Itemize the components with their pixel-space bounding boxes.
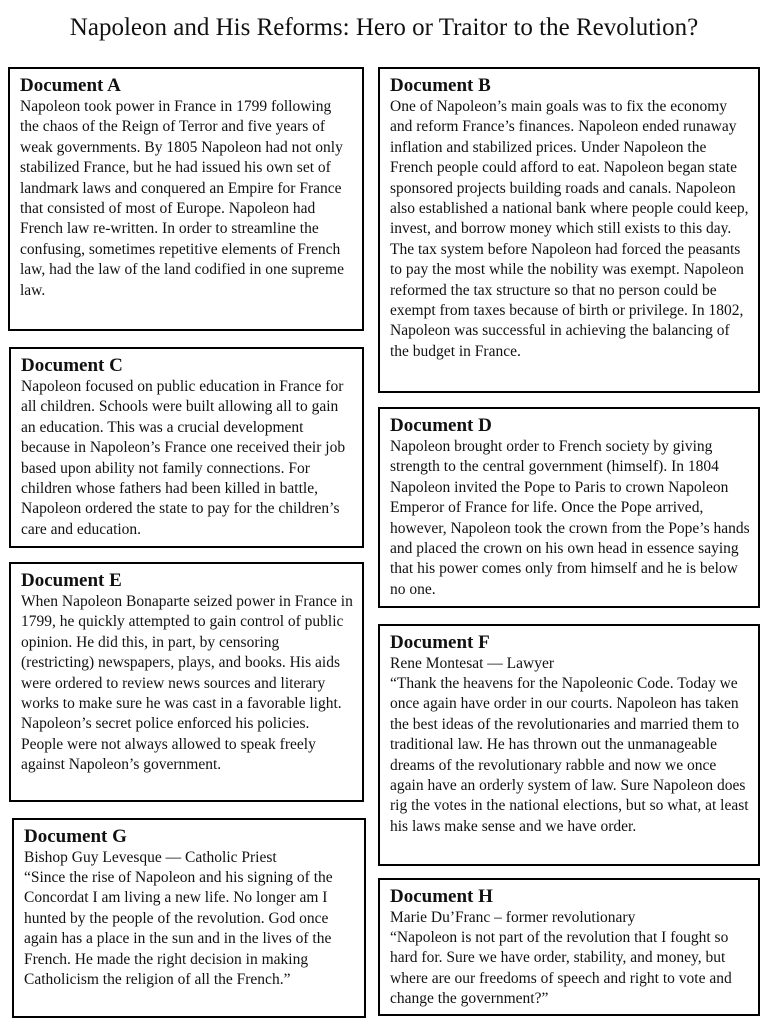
document-c-box [9,347,364,548]
document-h-text: “Napoleon is not part of the revolution that I fought so hard for. Sure we have order, stability, and money, but where are our freedoms of speech and right to vote and change the government?” [390,929,732,1008]
document-h-box [378,878,760,1016]
document-f-box [378,624,760,866]
document-g-heading: Document G [24,826,127,847]
document-f-author: Rene Montesat — Lawyer [390,655,554,672]
document-a-heading: Document A [20,75,121,96]
document-c-heading: Document C [21,355,123,376]
document-b-text: One of Napoleon’s main goals was to fix the economy and reform France’s finances. Napoleon ended runaway inflation and stabilized prices. Under Napoleon the French people could afford to eat. Napoleon began state sponsored projects building roads and canals. Napoleon also established a national bank where people could keep, invest, and borrow money which still exists to this day. The tax system before Napoleon had forced the peasants to pay the most while the nobility was exempt. Napoleon reformed the tax structure so that no person could be exempt from taxes because of birth or privilege. In 1802, Napoleon was successful in achieving the balancing of the budget in France. [390,98,749,360]
document-d-heading: Document D [390,415,492,436]
document-h-author: Marie Du’Franc – former revolutionary [390,909,636,926]
document-f-heading: Document F [390,632,490,653]
page-title: Napoleon and His Reforms: Hero or Traitor to the Revolution? [69,14,699,41]
document-h-heading: Document H [390,886,493,907]
document-b-box [378,67,760,393]
document-a-box [8,67,364,331]
document-g-author: Bishop Guy Levesque — Catholic Priest [24,849,277,866]
document-e-box [9,562,364,802]
document-d-text: Napoleon brought order to French society by giving strength to the central government (himself). In 1804 Napoleon invited the Pope to Paris to crown Napoleon Emperor of France for life. Once the Pope arrived, however, Napoleon took the crown from the Pope’s hands and placed the crown on his own head in essence saying that his power comes only from himself and he is below no one. [390,438,750,598]
document-d-box [378,407,760,608]
document-b-heading: Document B [390,75,491,96]
document-f-text: “Thank the heavens for the Napoleonic Code. Today we once again have order in our courts. Napoleon has taken the best ideas of the revolutionaries and married them to traditional law. He has thrown out the unmanageable dreams of the revolutionary rabble and now we once again have an orderly system of law. Sure Napoleon does rig the votes in the national elections, but so what, at least his laws make sense and we have order. [390,675,749,835]
document-c-text: Napoleon focused on public education in France for all children. Schools were built allowing all to gain an education. This was a crucial development because in Napoleon’s France one received their job based upon ability not family connections. For children whose fathers had been killed in battle, Napoleon ordered the state to pay for the children’s care and education. [21,378,346,538]
document-e-heading: Document E [21,570,122,591]
document-a-text: Napoleon took power in France in 1799 following the chaos of the Reign of Terror and five years of weak governments. By 1805 Napoleon had not only stabilized France, but he had issued his own set of landmark laws and conquered an Empire for France that consisted of most of Europe. Napoleon had French law re-written. In order to streamline the confusing, sometimes repetitive elements of French law, had the law of the land codified in one supreme law. [20,98,344,299]
document-g-text: “Since the rise of Napoleon and his signing of the Concordat I am living a new life. No longer am I hunted by the people of the revolution. God once again has a place in the sun and in the lives of the French. He made the right decision in making Catholicism the religion of all the French.” [24,869,333,989]
document-e-text: When Napoleon Bonaparte seized power in France in 1799, he quickly attempted to gain control of public opinion. He did this, in part, by censoring (restricting) newspapers, plays, and books. His aids were ordered to review news sources and literary works to make sure he was cast in a favorable light. Napoleon’s secret police enforced his policies. People were not always allowed to speak freely against Napoleon’s government. [21,593,353,774]
document-g-box [12,818,366,1018]
